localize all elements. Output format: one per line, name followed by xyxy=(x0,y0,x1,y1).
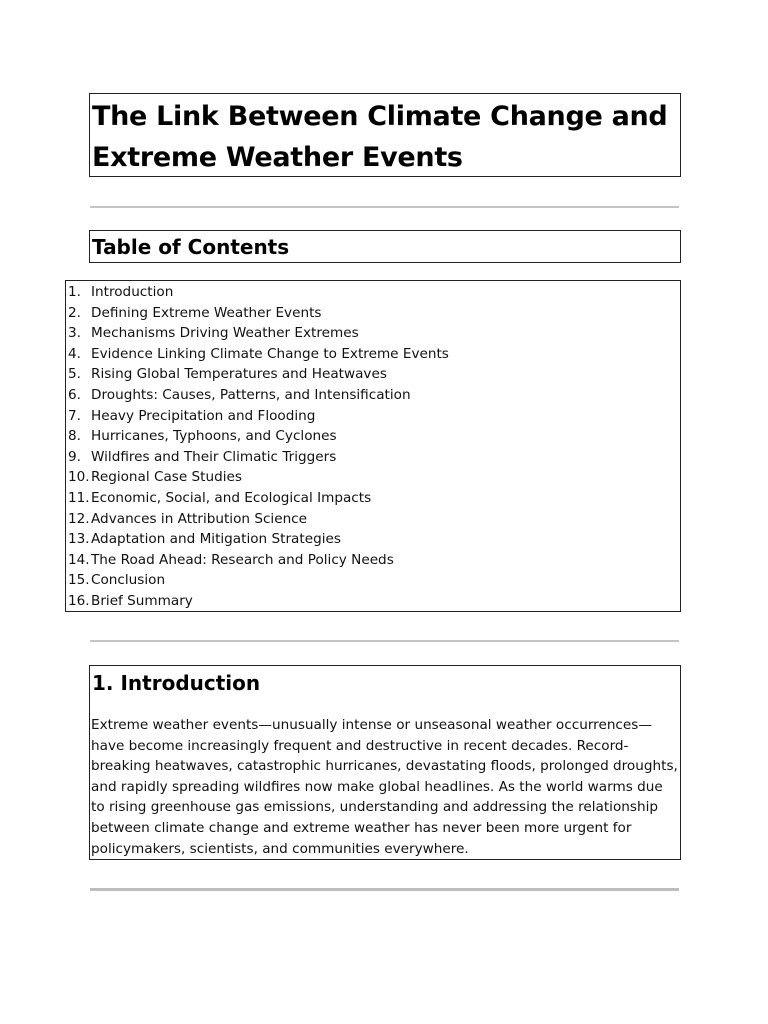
toc-item[interactable] xyxy=(68,426,449,447)
divider xyxy=(90,640,679,642)
toc-item[interactable] xyxy=(68,447,449,468)
toc-item-label: Droughts: Causes, Patterns, and Intensification xyxy=(91,386,411,403)
toc-list xyxy=(68,282,449,612)
toc-item[interactable] xyxy=(68,570,449,591)
toc-item-label: Defining Extreme Weather Events xyxy=(91,304,322,321)
toc-item[interactable] xyxy=(68,303,449,324)
toc-item-number: 2. xyxy=(68,304,81,321)
toc-item[interactable] xyxy=(68,385,449,406)
toc-item-number: 9. xyxy=(68,448,81,465)
toc-item-number: 10. xyxy=(68,469,90,486)
toc-item-label: Wildfires and Their Climatic Triggers xyxy=(91,448,337,465)
toc-item-label: Advances in Attribution Science xyxy=(91,510,308,527)
toc-item-label: Evidence Linking Climate Change to Extreme Events xyxy=(91,345,449,362)
toc-item-number: 15. xyxy=(68,572,90,589)
toc-item-label: Mechanisms Driving Weather Extremes xyxy=(91,325,359,342)
toc-item-label: Heavy Precipitation and Flooding xyxy=(91,407,316,424)
toc-item-label: Regional Case Studies xyxy=(91,469,242,486)
toc-item-label: Hurricanes, Typhoons, and Cyclones xyxy=(91,428,337,445)
toc-item-label: Economic, Social, and Ecological Impacts xyxy=(91,489,372,506)
toc-item-number: 13. xyxy=(68,531,90,548)
toc-item-number: 4. xyxy=(68,345,81,362)
toc-item-number: 16. xyxy=(68,592,90,609)
toc-list-box xyxy=(65,280,681,612)
toc-item-number: 1. xyxy=(68,284,81,300)
toc-item[interactable] xyxy=(68,406,449,427)
toc-item-number: 5. xyxy=(68,366,81,383)
toc-item-number: 12. xyxy=(68,510,90,527)
toc-item-number: 8. xyxy=(68,428,81,445)
toc-item[interactable] xyxy=(68,467,449,488)
toc-item-number: 11. xyxy=(68,489,90,506)
toc-item[interactable] xyxy=(68,509,449,530)
title-box xyxy=(89,93,681,177)
toc-heading: Table of Contents xyxy=(92,235,290,259)
introduction-paragraph: Extreme weather events—unusually intense or unseasonal weather occurrences—have become increasingly frequent and destructive in recent decades. Record-breaking heatwaves, catastrophic hurricanes, devastating floods, prolonged droughts, and rapidly spreading wildfires now make global headlines. As the world warms due to rising greenhouse gas emissions, understanding and addressing the relationship between climate change and extreme weather has never been more urgent for policymakers, scientists, and communities everywhere. xyxy=(91,717,678,857)
toc-item-label: Brief Summary xyxy=(91,592,193,609)
toc-item-label: Conclusion xyxy=(91,572,166,589)
toc-item[interactable] xyxy=(68,591,449,612)
toc-item[interactable] xyxy=(68,488,449,509)
toc-item[interactable] xyxy=(68,282,449,303)
toc-heading-box xyxy=(89,230,681,263)
toc-item-label: Adaptation and Mitigation Strategies xyxy=(91,531,341,548)
toc-item[interactable] xyxy=(68,364,449,385)
toc-item[interactable] xyxy=(68,550,449,571)
divider xyxy=(90,206,679,208)
toc-item-label: Introduction xyxy=(91,284,174,300)
introduction-section xyxy=(89,665,681,860)
toc-item[interactable] xyxy=(68,344,449,365)
divider xyxy=(90,888,679,891)
toc-item-number: 6. xyxy=(68,386,81,403)
toc-item-number: 14. xyxy=(68,551,90,568)
toc-item[interactable] xyxy=(68,323,449,344)
toc-item[interactable] xyxy=(68,529,449,550)
toc-item-label: Rising Global Temperatures and Heatwaves xyxy=(91,366,387,383)
document-title: The Link Between Climate Change and Extreme Weather Events xyxy=(92,101,668,173)
toc-item-label: The Road Ahead: Research and Policy Needs xyxy=(91,551,394,568)
toc-item-number: 3. xyxy=(68,325,81,342)
toc-item-number: 7. xyxy=(68,407,81,424)
introduction-heading: 1. Introduction xyxy=(92,671,261,695)
